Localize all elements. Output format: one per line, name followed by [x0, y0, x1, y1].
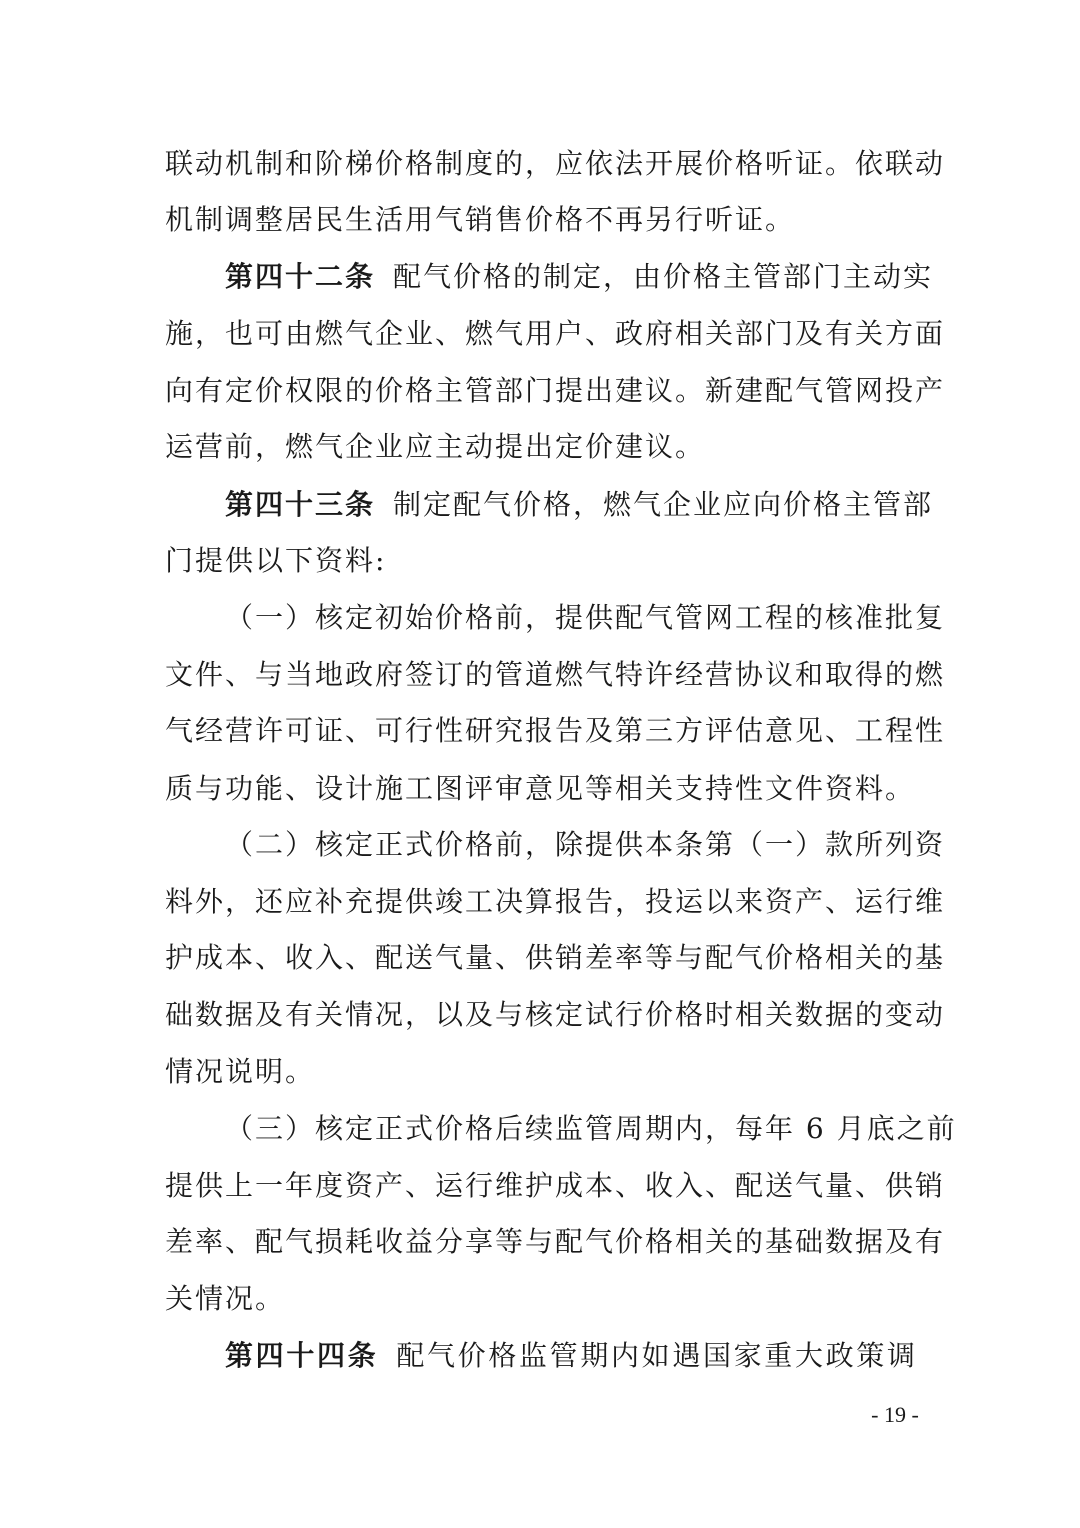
article-heading: 第四十三条	[225, 488, 376, 521]
article-42-first-line: 第四十二条 配气价格的制定，由价格主管部门主动实	[225, 260, 934, 293]
text-line: 联动机制和阶梯价格制度的，应依法开展价格听证。依联动	[165, 147, 946, 180]
text-line: 门提供以下资料:	[165, 544, 387, 577]
text-line: 差率、配气损耗收益分享等与配气价格相关的基础数据及有	[165, 1225, 946, 1258]
article-heading: 第四十四条	[225, 1339, 379, 1372]
text-line: 础数据及有关情况，以及与核定试行价格时相关数据的变动	[165, 998, 946, 1031]
article-heading: 第四十二条	[225, 260, 376, 293]
text-line: 向有定价权限的价格主管部门提出建议。新建配气管网投产	[165, 374, 946, 407]
text-line: 气经营许可证、可行性研究报告及第三方评估意见、工程性	[165, 714, 946, 747]
text-line: 关情况。	[165, 1282, 286, 1315]
text-line: 文件、与当地政府签订的管道燃气特许经营协议和取得的燃	[165, 658, 946, 691]
text-line: 运营前，燃气企业应主动提出定价建议。	[165, 430, 706, 463]
clause-2-first-line: （二）核定正式价格前，除提供本条第（一）款所列资	[225, 828, 946, 861]
text-line: 机制调整居民生活用气销售价格不再另行听证。	[165, 203, 796, 236]
text-line: 情况说明。	[165, 1055, 316, 1088]
text-line: 质与功能、设计施工图评审意见等相关支持性文件资料。	[165, 772, 916, 805]
text-line: 提供上一年度资产、运行维护成本、收入、配送气量、供销	[165, 1169, 946, 1202]
text-line: 施，也可由燃气企业、燃气用户、政府相关部门及有关方面	[165, 317, 946, 350]
text-line: 护成本、收入、配送气量、供销差率等与配气价格相关的基	[165, 941, 946, 974]
article-43-first-line: 第四十三条 制定配气价格，燃气企业应向价格主管部	[225, 488, 934, 521]
clause-1-first-line: （一）核定初始价格前，提供配气管网工程的核准批复	[225, 601, 946, 634]
text-line: 料外，还应补充提供竣工决算报告，投运以来资产、运行维	[165, 885, 946, 918]
article-44-first-line: 第四十四条 配气价格监管期内如遇国家重大政策调	[225, 1339, 917, 1372]
page-number: - 19 -	[871, 1402, 919, 1427]
clause-3-first-line: （三）核定正式价格后续监管周期内，每年 6 月底之前	[225, 1112, 957, 1145]
